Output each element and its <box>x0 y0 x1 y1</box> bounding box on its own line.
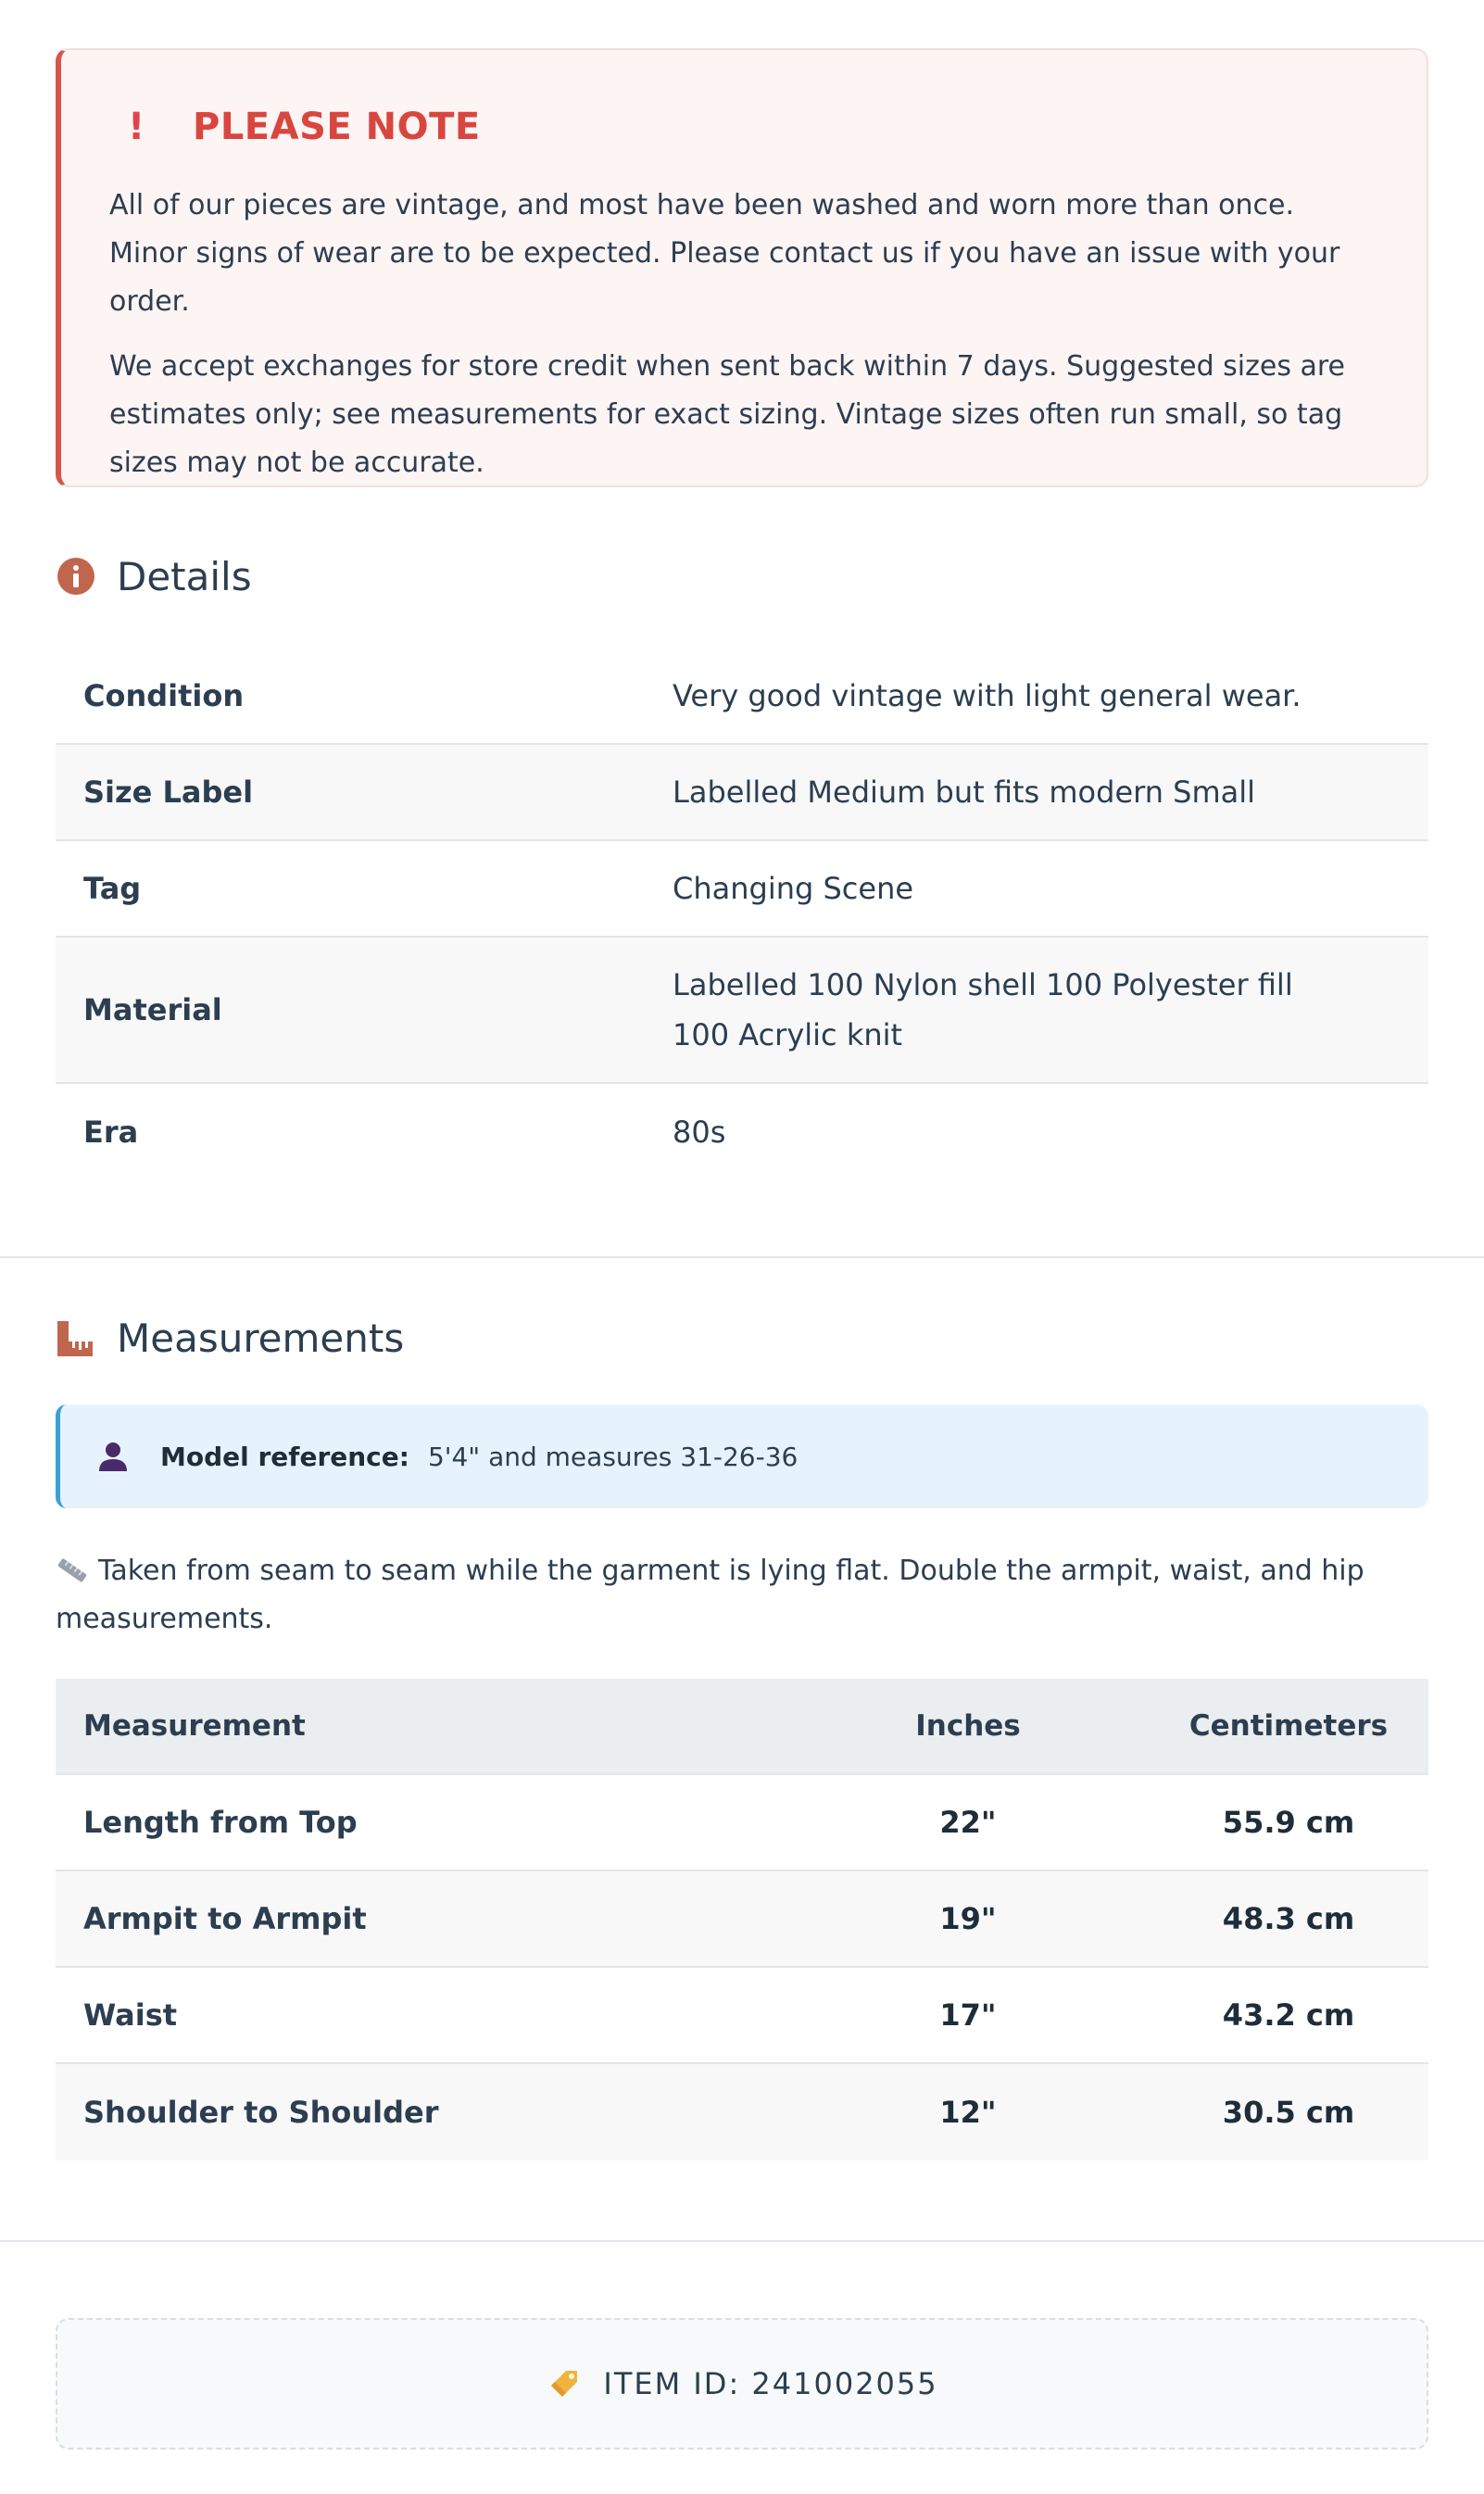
person-icon <box>97 1441 129 1472</box>
header-inches: Inches <box>915 1709 1021 1743</box>
details-title: Details <box>117 553 252 599</box>
header-centimeters: Centimeters <box>1188 1709 1389 1743</box>
details-row-material <box>56 938 1428 1084</box>
notice-paragraph-1: All of our pieces are vintage, and most have been washed and worn more than once. Minor signs of wear are to be expected. Please contact us if you have an issue with your order. <box>109 189 1340 318</box>
ruler-icon <box>56 1557 89 1583</box>
details-label: Material <box>83 992 222 1027</box>
table-row <box>56 1775 1428 1871</box>
tag-icon <box>546 2365 583 2402</box>
table-row <box>56 1871 1428 1968</box>
details-value: 80s <box>673 1115 726 1150</box>
details-label: Condition <box>83 678 245 713</box>
model-reference-label: Model reference: <box>160 1441 409 1472</box>
measurement-inches: 17" <box>939 1997 997 2033</box>
item-id-box <box>56 2318 1428 2450</box>
section-divider <box>0 1256 1484 1258</box>
details-value: Labelled Medium but fits modern Small <box>673 775 1256 810</box>
table-row <box>56 2064 1428 2160</box>
measurement-note-text: Taken from seam to seam while the garment is lying flat. Double the armpit, waist, and hip measurements. <box>56 1555 1365 1635</box>
measurement-cm: 30.5 cm <box>1222 2095 1355 2130</box>
measurement-cm: 43.2 cm <box>1222 1997 1355 2033</box>
header-measurement: Measurement <box>83 1709 306 1743</box>
measurement-cm: 48.3 cm <box>1222 1901 1355 1936</box>
measurement-inches: 12" <box>939 2095 997 2130</box>
details-header <box>56 548 252 604</box>
details-row-era <box>56 1084 1428 1180</box>
measurements-table <box>56 1679 1428 2160</box>
notice-title: PLEASE NOTE <box>193 106 481 148</box>
details-row-tag <box>56 841 1428 938</box>
details-row-size-label <box>56 745 1428 841</box>
model-reference-value: 5'4" and measures 31-26-36 <box>427 1441 799 1472</box>
measurement-inches: 19" <box>939 1901 997 1936</box>
notice-paragraph-2: We accept exchanges for store credit when sent back within 7 days. Suggested sizes are estimates only; see measurements for exact sizing. Vintage sizes often run small, so tag sizes may not be accurate. <box>109 350 1346 479</box>
notice-box <box>56 48 1428 487</box>
table-header-row <box>56 1679 1428 1775</box>
measurement-name: Waist <box>83 1997 178 2033</box>
details-label: Era <box>83 1115 139 1150</box>
measurement-cm: 55.9 cm <box>1222 1805 1355 1840</box>
details-value: Labelled 100 Nylon shell 100 Polyester fill 100 Acrylic knit <box>673 967 1293 1052</box>
details-value: Very good vintage with light general wear. <box>673 678 1302 713</box>
details-table <box>56 649 1428 1180</box>
notice-header <box>109 104 1377 150</box>
measurement-name: Armpit to Armpit <box>83 1901 367 1936</box>
table-row <box>56 1968 1428 2064</box>
ruler-icon <box>56 1317 96 1358</box>
measurement-note <box>56 1547 1371 1644</box>
exclamation-icon: ! <box>128 106 145 148</box>
measurements-header <box>56 1310 404 1366</box>
model-reference-box <box>56 1404 1428 1508</box>
details-value: Changing Scene <box>673 871 914 906</box>
details-row-condition <box>56 649 1428 745</box>
measurement-name: Length from Top <box>83 1805 358 1840</box>
measurements-title: Measurements <box>117 1315 405 1361</box>
measurement-name: Shoulder to Shoulder <box>83 2095 439 2130</box>
section-divider <box>0 2240 1484 2242</box>
details-label: Size Label <box>83 775 254 810</box>
item-id-text: ITEM ID: 241002055 <box>603 2366 938 2401</box>
details-label: Tag <box>83 871 142 906</box>
info-icon <box>56 556 96 597</box>
measurement-inches: 22" <box>939 1805 997 1840</box>
